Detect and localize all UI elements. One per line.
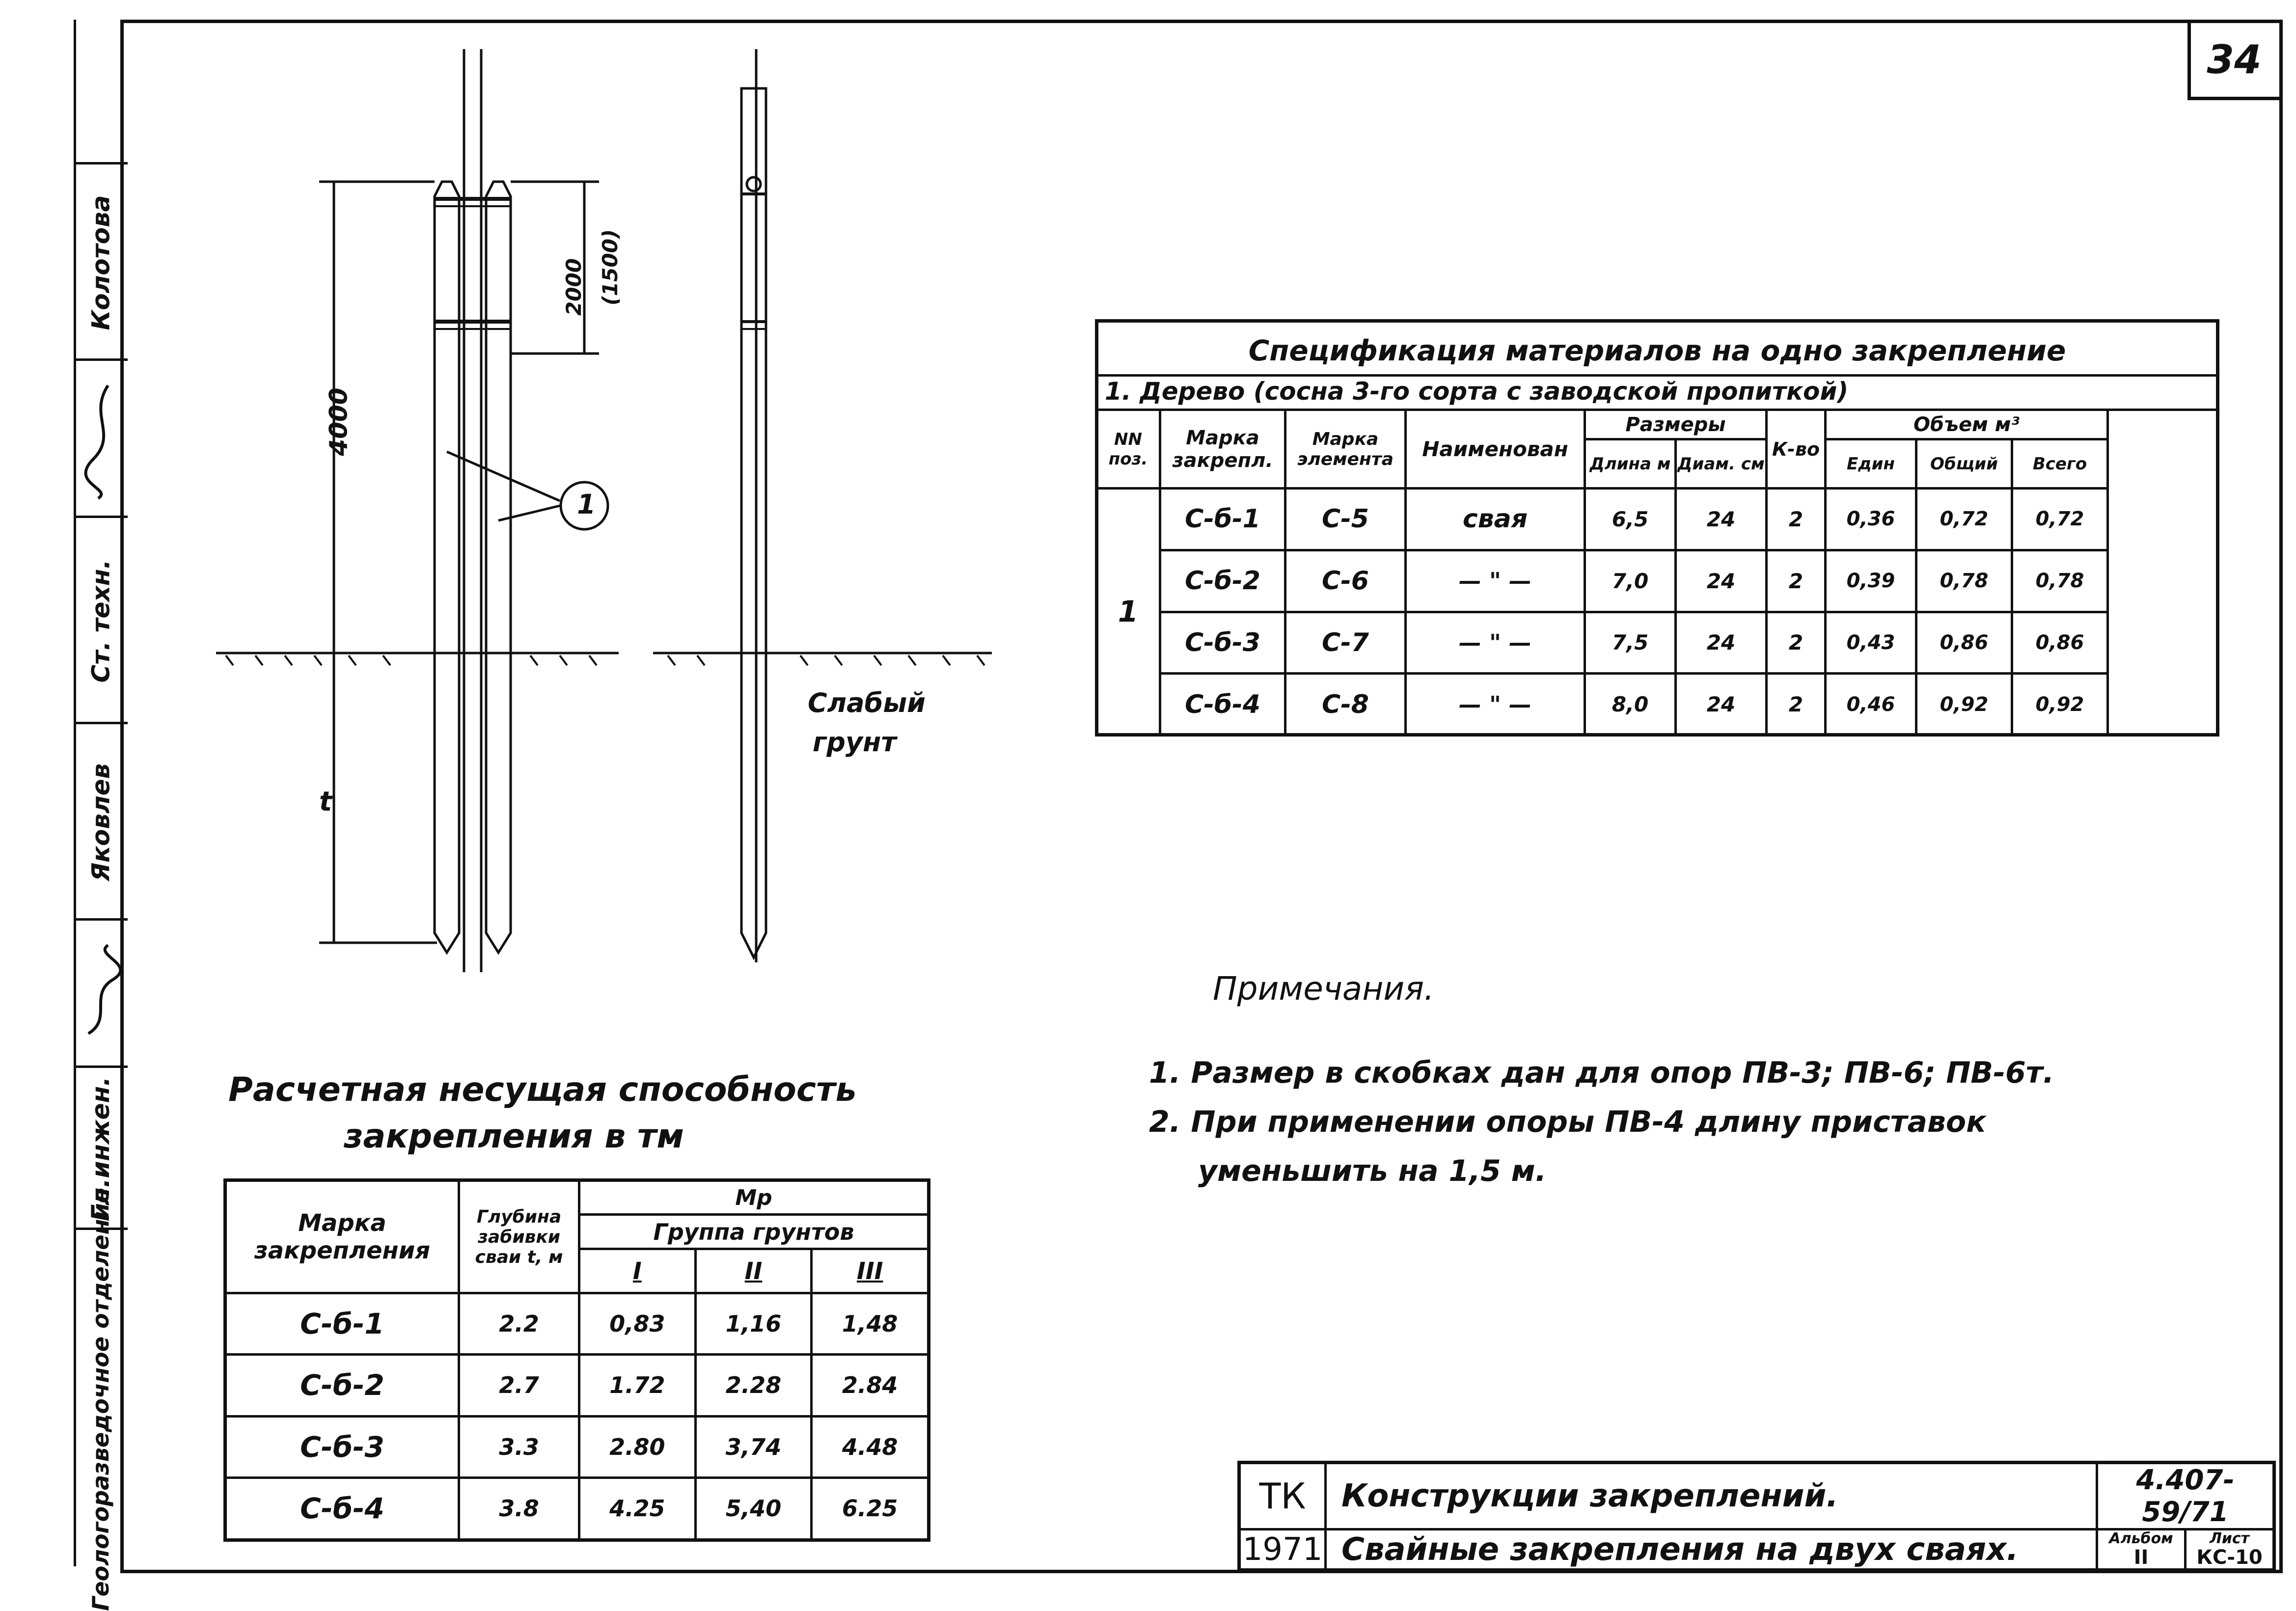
- cell-length: 7,5: [1585, 612, 1676, 674]
- cell-length: 8,0: [1585, 674, 1676, 736]
- cell-element: С-7: [1285, 612, 1406, 674]
- cell-unit: 0,46: [1826, 674, 1916, 736]
- cell-qty: 2: [1767, 674, 1826, 736]
- side-stamp-role: Ст. техн.: [86, 559, 115, 683]
- cell-element: С-5: [1285, 489, 1406, 550]
- dim-top: 2000: [561, 258, 586, 316]
- side-stamp-cell: [74, 1188, 128, 1611]
- cell-diam: 24: [1676, 612, 1767, 674]
- cell-mark: С-б-1: [1160, 489, 1285, 550]
- table-row: [1096, 674, 2220, 736]
- signature-mark: [79, 376, 123, 503]
- cell-diam: 24: [1676, 489, 1767, 550]
- pile-side: [741, 88, 766, 957]
- bolt: [747, 177, 761, 191]
- title-block: [1237, 1461, 2276, 1572]
- header-mark: Марка закрепления: [225, 1180, 459, 1293]
- cell-mark: С-б-2: [225, 1355, 459, 1416]
- cell-element: С-6: [1285, 550, 1406, 612]
- table-row: [1096, 489, 2220, 550]
- cell-mark: С-б-3: [225, 1416, 459, 1477]
- side-stamp-name: Колотова: [86, 195, 115, 330]
- cell-depth: 3.8: [459, 1477, 579, 1540]
- cell-mark: С-б-1: [225, 1293, 459, 1355]
- side-stamp-cell: [74, 722, 128, 921]
- header-unit: Един: [1826, 439, 1916, 489]
- cell-v2: 5,40: [695, 1477, 812, 1540]
- header-qty: К-во: [1767, 410, 1826, 489]
- header-name: Наименован: [1406, 410, 1585, 489]
- cell-unit: 0,39: [1826, 550, 1916, 612]
- table-row: [225, 1355, 929, 1416]
- header-sizes: Размеры: [1585, 410, 1767, 439]
- header-mark: Марка закрепл.: [1160, 410, 1285, 489]
- cell-common: 0,72: [1916, 489, 2012, 550]
- header-common: Общий: [1916, 439, 2012, 489]
- spec-title: Спецификация материалов на одно закрепление: [1248, 334, 2066, 367]
- cell-diam: 24: [1676, 674, 1767, 736]
- header-group-iii: III: [812, 1249, 929, 1293]
- table-row: [225, 1416, 929, 1477]
- cell-v2: 2.28: [695, 1355, 812, 1416]
- cell-diam: 24: [1676, 550, 1767, 612]
- sheet-label: Лист: [2209, 1530, 2250, 1547]
- spec-empty: [2108, 410, 2220, 736]
- cell-depth: 3.3: [459, 1416, 579, 1477]
- note-item: 1. Размер в скобках дан для опор ПВ-3; ПВ-6; ПВ-6т.: [1149, 1056, 2054, 1090]
- title-year: 1971: [1239, 1529, 1326, 1570]
- title-line2: Свайные закрепления на двух сваях.: [1326, 1529, 2097, 1570]
- header-element: Марка элемента: [1285, 410, 1406, 489]
- signature-mark: [79, 935, 123, 1053]
- cell-name: свая: [1406, 489, 1585, 550]
- header-diam: Диам. см: [1676, 439, 1767, 489]
- album-value: II: [2133, 1546, 2149, 1569]
- header-depth: Глубина забивки сваи t, м: [459, 1180, 579, 1293]
- cell-unit: 0,43: [1826, 612, 1916, 674]
- cell-unit: 0,36: [1826, 489, 1916, 550]
- header-volume: Объем м³: [1826, 410, 2108, 439]
- pile-right: [486, 182, 511, 953]
- cell-v3: 1,48: [812, 1293, 929, 1355]
- note-item: уменьшить на 1,5 м.: [1198, 1154, 1547, 1188]
- header-mp: Мр: [579, 1180, 929, 1215]
- table-row: [1096, 550, 2220, 612]
- ground-hatch: [226, 655, 597, 665]
- title-line1: Конструкции закреплений.: [1326, 1463, 2097, 1529]
- header-length: Длина м: [1585, 439, 1676, 489]
- cell-common: 0,86: [1916, 612, 2012, 674]
- capacity-title: закрепления в тм: [344, 1117, 684, 1156]
- cell-v3: 2.84: [812, 1355, 929, 1416]
- cell-mark: С-б-4: [225, 1477, 459, 1540]
- cell-name: — " —: [1406, 612, 1585, 674]
- side-stamp-signature: [74, 358, 128, 518]
- header-group-i: I: [579, 1249, 696, 1293]
- dim-depth: t: [319, 786, 332, 817]
- side-stamp-cell: [74, 162, 128, 361]
- spec-rule: [1095, 374, 2219, 377]
- cell-v2: 1,16: [695, 1293, 812, 1355]
- capacity-title: Расчетная несущая способность: [228, 1070, 857, 1109]
- cell-qty: 2: [1767, 550, 1826, 612]
- cell-mark: С-б-2: [1160, 550, 1285, 612]
- cell-name: — " —: [1406, 550, 1585, 612]
- cell-pos: 1: [1096, 489, 1160, 736]
- cell-common: 0,92: [1916, 674, 2012, 736]
- soil-label: грунт: [813, 727, 897, 758]
- note-item: 2. При применении опоры ПВ-4 длину приставок: [1149, 1105, 1986, 1139]
- cell-v1: 4.25: [579, 1477, 696, 1540]
- header-group-ii: II: [695, 1249, 812, 1293]
- cell-mark: С-б-3: [1160, 612, 1285, 674]
- cell-qty: 2: [1767, 489, 1826, 550]
- side-stamp-dept: Геологоразведочное отделение: [87, 1188, 114, 1611]
- dim-top-alt: (1500): [598, 229, 623, 306]
- side-stamp-cell: [74, 516, 128, 724]
- ground-hatch: [668, 655, 984, 665]
- cell-total: 0,86: [2012, 612, 2108, 674]
- cell-length: 7,0: [1585, 550, 1676, 612]
- side-stamp-role: Гл.инжен.: [86, 1076, 115, 1222]
- album-cell: [2097, 1529, 2186, 1570]
- side-stamp-signature: [74, 918, 128, 1068]
- table-row: [1096, 612, 2220, 674]
- callout-number: 1: [577, 489, 596, 520]
- cell-element: С-8: [1285, 674, 1406, 736]
- cell-depth: 2.2: [459, 1293, 579, 1355]
- cell-name: — " —: [1406, 674, 1585, 736]
- page-number: 34: [2207, 37, 2262, 82]
- cell-v3: 6.25: [812, 1477, 929, 1540]
- cell-total: 0,72: [2012, 489, 2108, 550]
- leader-line: [498, 506, 560, 520]
- table-row: [225, 1477, 929, 1540]
- cell-length: 6,5: [1585, 489, 1676, 550]
- header-total: Всего: [2012, 439, 2108, 489]
- table-row: [225, 1293, 929, 1355]
- notes-title: Примечания.: [1213, 970, 1434, 1008]
- title-code: 4.407-59/71: [2097, 1463, 2274, 1529]
- spec-subtitle: 1. Дерево (сосна 3-го сорта с заводской пропиткой): [1105, 377, 1849, 406]
- cell-depth: 2.7: [459, 1355, 579, 1416]
- album-label: Альбом: [2109, 1530, 2173, 1547]
- capacity-table: [223, 1178, 930, 1542]
- pile-drawing: [187, 49, 1021, 982]
- header-group: Группа грунтов: [579, 1215, 929, 1249]
- cell-v1: 2.80: [579, 1416, 696, 1477]
- cell-v1: 0,83: [579, 1293, 696, 1355]
- cell-total: 0,92: [2012, 674, 2108, 736]
- dim-total: 4000: [324, 387, 353, 456]
- cell-v3: 4.48: [812, 1416, 929, 1477]
- pile-left: [435, 182, 459, 953]
- cell-v2: 3,74: [695, 1416, 812, 1477]
- spec-grid: [1095, 409, 2219, 737]
- soil-label: Слабый: [808, 687, 926, 718]
- header-pos: NN поз.: [1096, 410, 1160, 489]
- sheet-cell: [2186, 1529, 2274, 1570]
- cell-total: 0,78: [2012, 550, 2108, 612]
- sheet-value: КС-10: [2196, 1546, 2263, 1569]
- cell-v1: 1.72: [579, 1355, 696, 1416]
- cell-common: 0,78: [1916, 550, 2012, 612]
- title-org: ТК: [1239, 1463, 1326, 1529]
- side-stamp-name: Яковлев: [86, 763, 115, 882]
- cell-qty: 2: [1767, 612, 1826, 674]
- cell-mark: С-б-4: [1160, 674, 1285, 736]
